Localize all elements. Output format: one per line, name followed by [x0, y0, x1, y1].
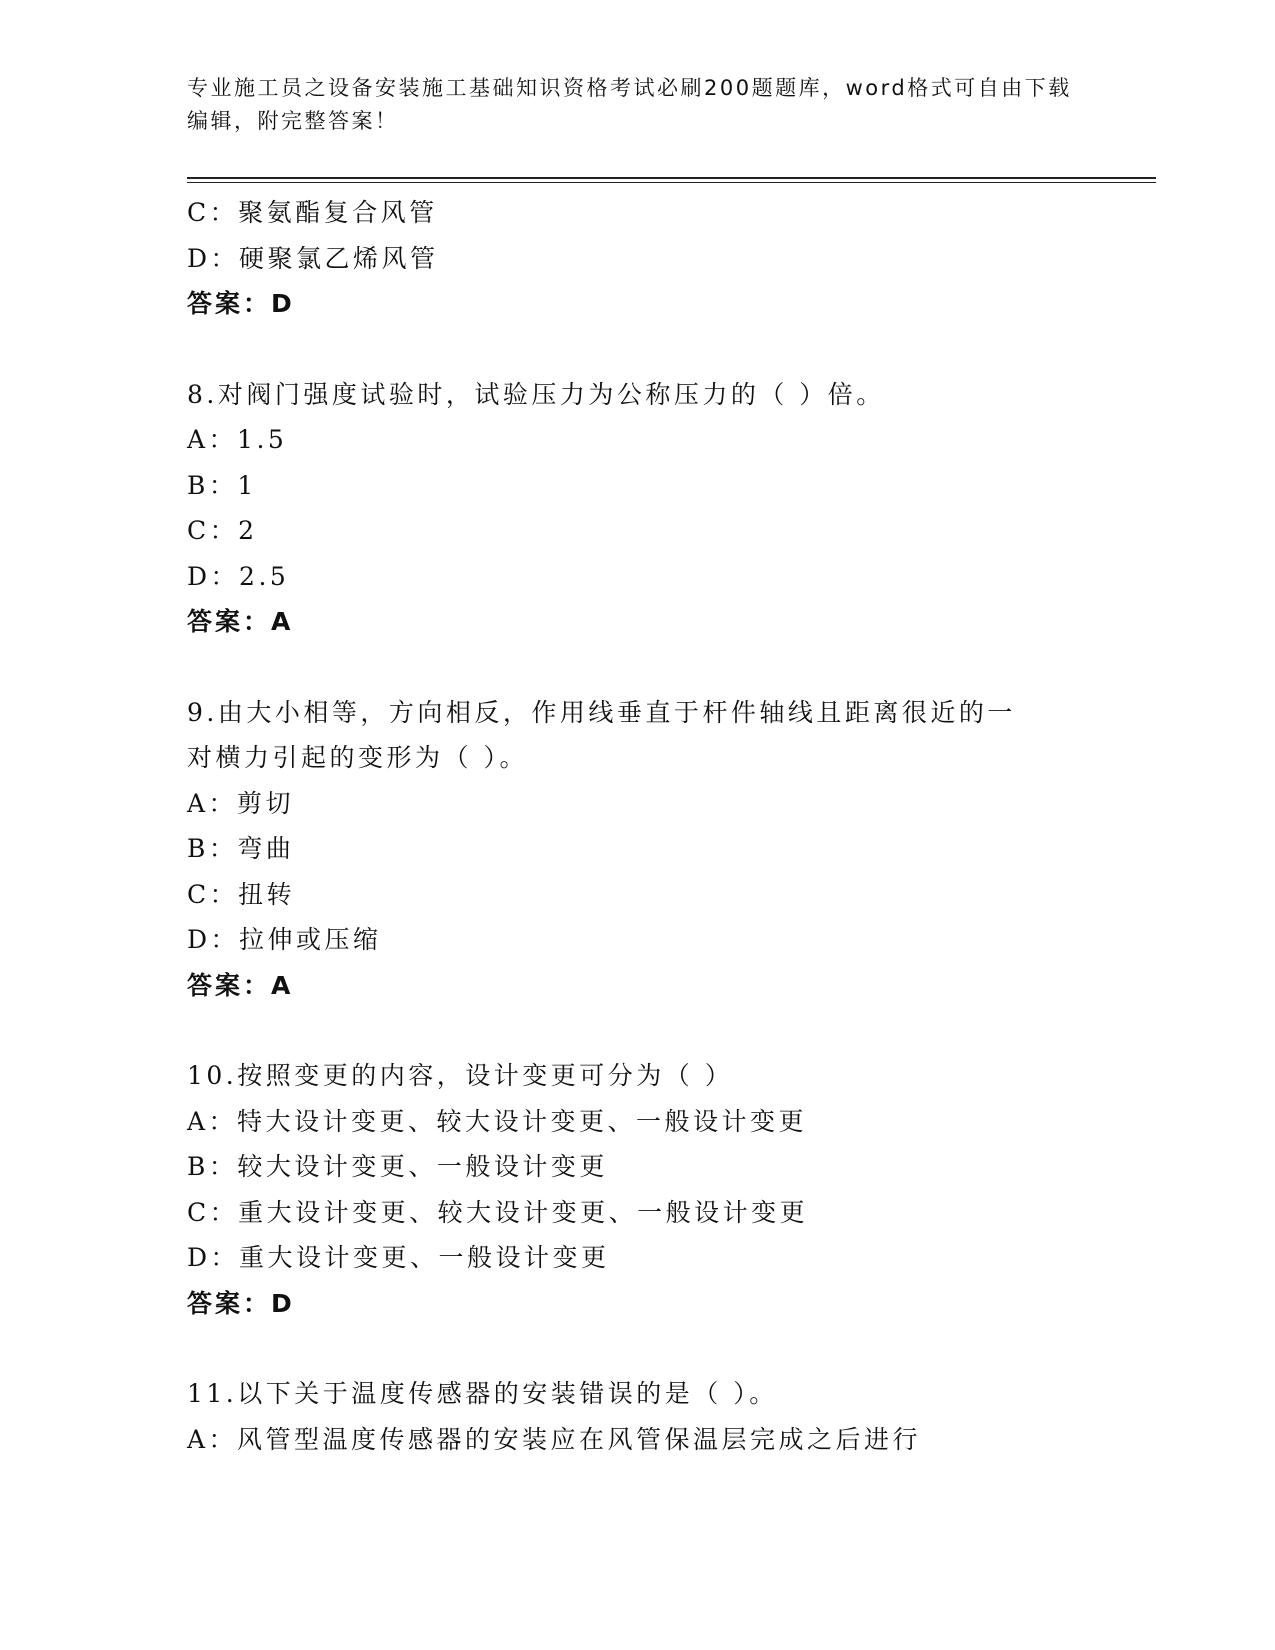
option-c: C：2	[187, 516, 258, 545]
spacer	[187, 327, 1087, 372]
answer-line: 答案：D	[187, 289, 295, 318]
answer-line: 答案：D	[187, 1288, 295, 1318]
question-stem: 8.对阀门强度试验时，试验压力为公称压力的（ ）倍。	[187, 379, 885, 409]
option-a: A：特大设计变更、较大设计变更、一般设计变更	[187, 1106, 808, 1136]
question-7-tail	[187, 190, 1087, 327]
option-d: D：重大设计变更、一般设计变更	[187, 1243, 610, 1272]
answer-line: 答案：A	[187, 970, 294, 1000]
question-8	[187, 372, 1087, 645]
question-10	[187, 1053, 1087, 1326]
option-c: C：重大设计变更、较大设计变更、一般设计变更	[187, 1197, 809, 1227]
question-stem: 11.以下关于温度传感器的安装错误的是（ ）。	[187, 1379, 778, 1408]
option-a: A：剪切	[187, 788, 295, 818]
option-b: B：较大设计变更、一般设计变更	[187, 1152, 608, 1181]
header-title: 专业施工员之设备安装施工基础知识资格考试必刷200题题库，word格式可自由下载编辑，附完整答案！	[187, 76, 1072, 133]
option-a: A：1.5	[187, 425, 288, 454]
option-d: D：2.5	[187, 561, 290, 591]
question-9	[187, 690, 1087, 1009]
question-list	[187, 190, 1087, 1462]
answer-line: 答案：A	[187, 607, 294, 636]
header-divider-thin	[187, 182, 1156, 183]
spacer	[187, 1008, 1087, 1053]
spacer	[187, 1326, 1087, 1371]
option-d: D：拉伸或压缩	[187, 925, 382, 954]
question-stem: 10.按照变更的内容，设计变更可分为（ ）	[187, 1061, 734, 1090]
option-d: D：硬聚氯乙烯风管	[187, 243, 439, 273]
option-c: C：聚氨酯复合风管	[187, 198, 438, 227]
option-a: A：风管型温度传感器的安装应在风管保温层完成之后进行	[187, 1424, 922, 1454]
document-header	[187, 72, 1087, 138]
question-stem: 9.由大小相等，方向相反，作用线垂直于杆件轴线且距离很近的一对横力引起的变形为（ ）。	[187, 697, 1016, 772]
option-c: C：扭转	[187, 879, 296, 909]
header-divider-thick	[187, 177, 1156, 179]
spacer	[187, 645, 1087, 690]
question-11	[187, 1371, 1087, 1462]
option-b: B：弯曲	[187, 834, 295, 863]
option-b: B：1	[187, 470, 257, 500]
